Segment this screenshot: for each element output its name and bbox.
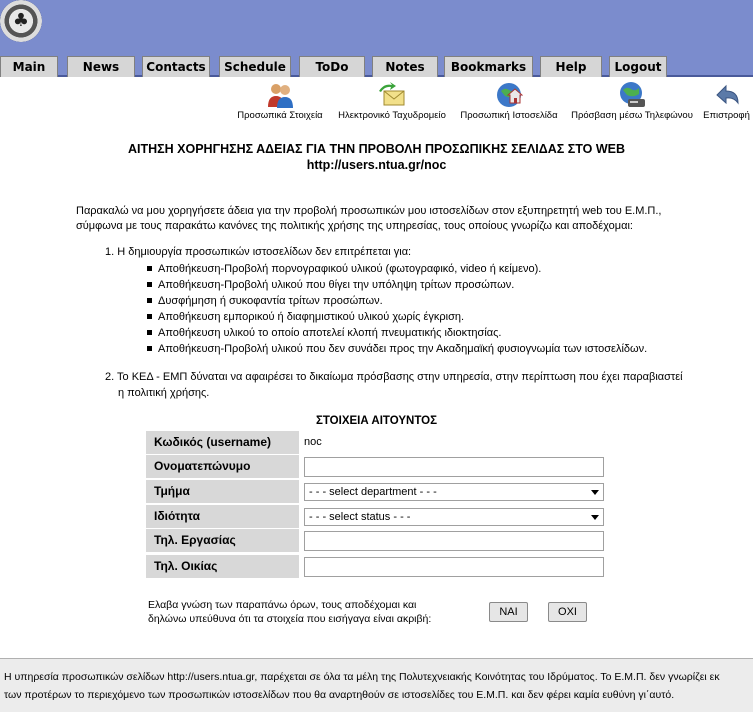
university-logo-icon: ♣ [0,0,42,42]
tab-schedule[interactable]: Schedule [219,56,291,77]
rule-bullet [147,263,541,275]
department-select[interactable] [304,483,604,501]
footer-line-2: των προτέρων το περιεχόμενο των προσωπικών ιστοσελίδων που θα αναρτηθούν σε ιστοσελίδες του Ε.Μ.Π. και δεν φέρει καμία ευθύνη γι΄αυτό. [4,689,675,701]
rule-2-line-2: η πολιτική χρήσης. [118,387,210,399]
chevron-down-icon [591,515,599,520]
homepage-icon [495,81,523,109]
agreement-line-2: δηλώνω υπεύθυνα ότι τα στοιχεία που εισήγαγα είναι ακριβή: [148,613,432,625]
agreement-line-1: Ελαβα γνώση των παραπάνω όρων, τους αποδέχομαι και [148,599,417,611]
page-url: http://users.ntua.gr/noc [306,158,447,172]
rule-bullet [147,311,464,323]
toolbar-personal-info-label: Προσωπικά Στοιχεία [237,110,323,121]
bullet-square-icon [147,330,152,335]
rule-2 [105,369,705,401]
username-value: noc [304,436,322,448]
intro-line-2: σύμφωνα με τους παρακάτω κανόνες της πολιτικής χρήσης της υπηρεσίας, τους οποίους γνωρίζω και αποδέχομαι: [76,220,633,232]
applicant-section-title: ΣΤΟΙΧΕΙΑ ΑΙΤΟΥΝΤΟΣ [315,415,438,427]
bullet-square-icon [147,314,152,319]
status-select[interactable] [304,508,604,526]
toolbar-phone-access[interactable] [566,81,698,123]
home-phone-input[interactable] [304,557,604,577]
bullet-square-icon [147,346,152,351]
rule-1-heading: 1. Η δημιουργία προσωπικών ιστοσελίδων δεν επιτρέπεται για: [105,246,412,258]
department-selected: - - - select department - - - [309,486,437,498]
header-bar [0,0,753,56]
toolbar-personal-info[interactable] [232,81,328,123]
status-label: Ιδιότητα [146,505,299,528]
toolbar-back[interactable] [700,81,753,123]
work-phone-input[interactable] [304,531,604,551]
work-phone-label: Τηλ. Εργασίας [146,529,299,552]
users-icon [266,81,294,109]
rule-bullet [147,327,502,339]
rule-bullet [147,343,647,355]
phone-access-icon [618,81,646,109]
status-selected: - - - select status - - - [309,511,411,523]
toolbar-homepage[interactable] [455,81,563,123]
rule-bullet-text: Δυσφήμηση ή συκοφαντία τρίτων προσώπων. [158,295,383,307]
tab-bookmarks[interactable]: Bookmarks [444,56,533,77]
fullname-input[interactable] [304,457,604,477]
rule-bullet-text: Αποθήκευση-Προβολή υλικού που θίγει την υπόληψη τρίτων προσώπων. [158,279,515,291]
home-phone-label: Τηλ. Οικίας [146,555,299,578]
page-title: ΑΙΤΗΣΗ ΧΟΡΗΓΗΣΗΣ ΑΔΕΙΑΣ ΓΙΑ ΤΗΝ ΠΡΟΒΟΛΗ ΠΡΟΣΩΠΙΚΗΣ ΣΕΛΙΔΑΣ ΣΤΟ WEB [127,142,626,156]
tab-main[interactable]: Main [0,56,58,77]
no-button[interactable]: ΟΧΙ [548,602,587,622]
tab-todo[interactable]: ToDo [299,56,365,77]
intro-text [76,204,696,234]
chevron-down-icon [591,490,599,495]
toolbar-back-label: Επιστροφή [703,110,750,121]
username-label: Κωδικός (username) [146,431,299,454]
bullet-square-icon [147,282,152,287]
tab-contacts[interactable]: Contacts [142,56,210,77]
yes-button[interactable]: ΝΑΙ [489,602,528,622]
rule-bullet [147,295,383,307]
footer-disclaimer [0,658,753,712]
agreement-text [148,598,468,626]
rule-bullet-text: Αποθήκευση υλικού το οποίο αποτελεί κλοπή πνευματικής ιδιοκτησίας. [158,327,502,339]
rule-bullet [147,279,514,291]
intro-line-1: Παρακαλώ να μου χορηγήσετε άδεια για την προβολή προσωπικών μου ιστοσελίδων στον εξυπηρετητή web του Ε.Μ.Π., [76,205,662,217]
rule-bullet-text: Αποθήκευση-Προβολή υλικού που δεν συνάδει προς την Ακαδημαϊκή φυσιογνωμία των ιστοσελίδων. [158,343,648,355]
fullname-label: Ονοματεπώνυμο [146,455,299,478]
toolbar-email-label: Ηλεκτρονικό Ταχυδρομείο [338,110,446,121]
main-nav [0,56,753,77]
toolbar-homepage-label: Προσωπική Ιστοσελίδα [460,110,558,121]
toolbar-phone-access-label: Πρόσβαση μέσω Τηλεφώνου [571,110,693,121]
department-label: Τμήμα [146,480,299,503]
tab-logout[interactable]: Logout [609,56,667,77]
tab-news[interactable]: News [67,56,135,77]
back-icon [713,81,741,109]
rule-bullet-text: Αποθήκευση-Προβολή πορνογραφικού υλικού (φωτογραφικό, video ή κείμενο). [158,263,542,275]
bullet-square-icon [147,266,152,271]
tab-help[interactable]: Help [540,56,602,77]
tab-notes[interactable]: Notes [372,56,438,77]
toolbar-email[interactable] [332,81,452,123]
rule-2-line-1: 2. Το ΚΕΔ - ΕΜΠ δύναται να αφαιρέσει το δικαίωμα πρόσβασης στην υπηρεσία, στην περίπτωση που έχει παραβιαστεί [105,371,683,383]
bullet-square-icon [147,298,152,303]
rule-bullet-text: Αποθήκευση εμπορικού ή διαφημιστικού υλικού χωρίς έγκριση. [158,311,465,323]
footer-line-1: Η υπηρεσία προσωπικών σελίδων http://users.ntua.gr, παρέχεται σε όλα τα μέλη της Πολυτεχνειακής Κοινότητας του Ιδρύματος. Το Ε.Μ.Π. δεν γνωρίζει εκ [4,671,720,683]
mail-icon [378,81,406,109]
